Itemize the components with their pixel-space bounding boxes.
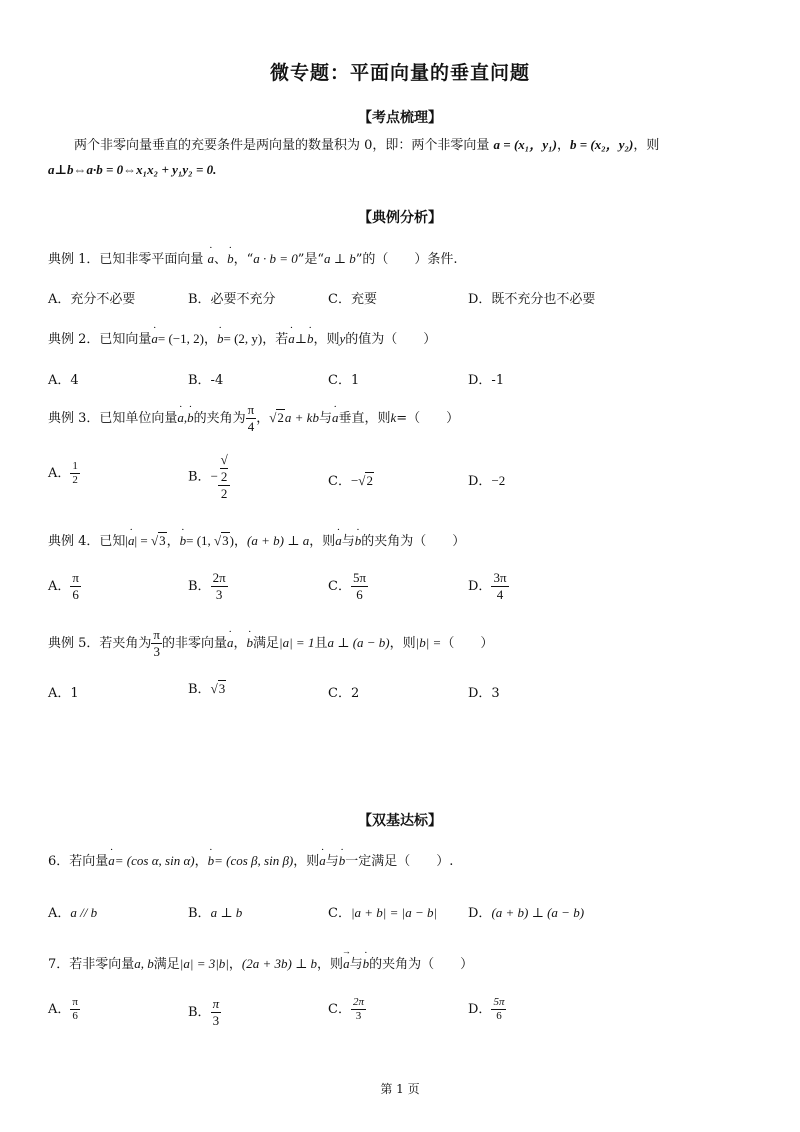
ex1-option-a: A．充分不必要 — [48, 292, 136, 307]
ex2-suffix2: 的值为（ ） — [345, 332, 437, 347]
vector-a: · a — [177, 410, 184, 426]
q7-option-d: D． $\frac{5\pi}{6}$ — [468, 996, 505, 1022]
vector-b: · b — [187, 410, 194, 426]
ex3-option-c: C．−√2 — [328, 473, 373, 489]
ex1-mid1: 、 — [214, 252, 228, 267]
ex2-option-a: A．4 — [48, 373, 79, 388]
ex1-option-c: C．充要 — [328, 292, 377, 307]
page-footer: 第 1 页 — [380, 1082, 420, 1096]
ex4-perp: (a + b) ⊥ a — [247, 533, 310, 548]
q6-suffix2: 一定满足（ ）. — [345, 854, 454, 869]
question-7-stem: 7．若非零向量a, b满足|a| = 3|b|，(2a + 3b) ⊥ b，则→ a与· b的夹角为（ ） — [48, 953, 473, 972]
intro-b-def: b = (x₂，y₂) — [569, 137, 634, 152]
ex5-prefix: 典例 5．若夹角为 — [48, 636, 152, 651]
intro-formula: a⊥b⇔a·b = 0⇔x₁x₂ + y₁y₂ = 0. — [48, 162, 217, 177]
vector-b: · b — [355, 533, 362, 549]
ex4-suffix1: ，则 — [309, 534, 336, 549]
sqrt-2: √2 — [269, 410, 284, 425]
ex2-suffix1: ，则 — [313, 332, 340, 347]
ex2-perp: ⊥ — [294, 331, 307, 346]
vector-b: · b — [180, 533, 187, 549]
ex5-option-c: C．2 — [328, 686, 360, 701]
ex5-suffix1: ，则 — [389, 636, 416, 651]
ex3-suffix1: 垂直，则 — [338, 411, 391, 426]
ex5-cond2: a ⊥ (a − b) — [327, 635, 390, 650]
ex2-b-value: = (2, y) — [223, 331, 263, 346]
intro-text: 两个非零向量垂直的充要条件是两向量的数量积为 0，即：两个非零向量 — [74, 138, 494, 153]
q6-mid: 与 — [325, 854, 339, 869]
q7-mid2: 与 — [349, 957, 363, 972]
ex1-option-d: D．既不充分也不必要 — [468, 292, 596, 307]
ex4-b-value: = (1, — [186, 533, 215, 548]
ex5-option-a: A．1 — [48, 686, 79, 701]
q6-b-value: = (cos β, sin β) — [214, 853, 294, 868]
q6-option-b: B．a ⊥ b — [188, 905, 243, 921]
vector-b: · b — [363, 956, 370, 972]
ex1-mid2: ，“ — [233, 252, 254, 267]
q7-suffix1: ，则 — [317, 957, 344, 972]
ex3-option-a: A． $\frac{1}{2}$ — [48, 460, 78, 486]
ex4-mid: 与 — [341, 534, 355, 549]
vector-a: · a — [319, 853, 326, 869]
intro-paragraph — [48, 133, 756, 183]
ex3-mid1: 的夹角为 — [193, 411, 246, 426]
q7-cond1: |a| = 3|b| — [179, 956, 229, 971]
vector-a-arrow: → a — [343, 956, 350, 972]
ex3-angle-fraction: $\frac{\pi}{4}$ — [247, 402, 255, 434]
vector-a: · a — [208, 251, 215, 267]
q7-vars: a, b — [134, 956, 154, 971]
ex1-suffix: ”的（ ）条件. — [355, 252, 458, 267]
q7-option-c: C． $\frac{2\pi}{3}$ — [328, 996, 364, 1022]
vector-b: · b — [247, 635, 254, 651]
q7-option-a: A． $\frac{\pi}{6}$ — [48, 996, 78, 1022]
q6-a-value: = (cos α, sin α) — [114, 853, 195, 868]
ex5-cond1: |a| = 1 — [279, 635, 315, 650]
ex2-var: y — [339, 331, 346, 346]
ex2-mid: ，若 — [262, 332, 289, 347]
ex5-mid2: 满足 — [253, 636, 280, 651]
ex5-suffix2: （ ） — [441, 636, 494, 651]
ex2-prefix: 典例 2．已知向量 — [48, 332, 152, 347]
ex1-option-b: B．必要不充分 — [188, 292, 276, 307]
ex3-expr: a + kb — [284, 410, 319, 425]
intro-sep: ， — [556, 138, 570, 153]
q7-option-b: B． $\frac{\pi}{3}$ — [188, 996, 220, 1028]
page-title: 微专题：平面向量的垂直问题 — [269, 62, 530, 84]
ex3-mid2: 与 — [318, 411, 332, 426]
ex2-option-d: D．-1 — [468, 373, 505, 388]
ex3-prefix: 典例 3．已知单位向量 — [48, 411, 178, 426]
ex3-suffix2: =（ ） — [396, 411, 460, 426]
ex5-mid1: 的非零向量 — [161, 636, 227, 651]
ex5-option-d: D．3 — [468, 686, 500, 701]
ex4-suffix2: 的夹角为（ ） — [361, 534, 466, 549]
q6-option-c: C．|a + b| = |a − b| — [328, 905, 438, 921]
ex4-option-c: C． $\frac{5\pi}{6}$ — [328, 570, 367, 602]
q7-suffix2: 的夹角为（ ） — [369, 957, 474, 972]
example-2-stem: 典例 2．已知向量· a= (−1, 2)，· b= (2, y)，若· a⊥· b，则y的值为（ ） — [48, 328, 436, 347]
ex5-mid3: 且 — [314, 636, 328, 651]
ex5-angle-fraction: $\frac{\pi}{3}$ — [153, 627, 160, 659]
ex1-mid3: ”是“ — [297, 252, 325, 267]
vector-a: · a — [108, 853, 115, 869]
ex4-option-d: D． $\frac{3\pi}{4}$ — [468, 570, 507, 602]
vector-a: · a — [288, 331, 295, 347]
intro-a-def: a = (x₁，y₁) — [493, 137, 557, 152]
example-5-stem: 典例 5．若夹角为 $\frac{\pi}{3}$ 的非零向量· a，· b满足|a| = 1且a ⊥ (a − b)，则|b| =（ ） — [48, 627, 493, 660]
q6-prefix: 6．若向量 — [48, 854, 109, 869]
ex4-option-b: B． $\frac{2\pi}{3}$ — [188, 570, 226, 602]
ex3-option-b: B．− √ 2 2 — [188, 452, 230, 502]
example-4-stem: 典例 4．已知|· a| = √3，· b= (1, √3)，(a + b) ⊥ a，则· a与· b的夹角为（ ） — [48, 530, 465, 549]
vector-a: · a — [227, 635, 234, 651]
ex3-option-d: D．−2 — [468, 473, 506, 489]
vector-b: · b — [227, 251, 234, 267]
vector-a: · a — [332, 410, 339, 426]
section-heading-kaodian: 【考点梳理】 — [358, 110, 442, 126]
vector-a: · a — [128, 533, 135, 549]
vector-b: · b — [217, 331, 224, 347]
question-6-stem: 6．若向量· a= (cos α, sin α)，· b= (cos β, sin β)，则· a与· b一定满足（ ）. — [48, 850, 453, 869]
example-1-stem — [48, 248, 458, 267]
vector-a: · a — [335, 533, 342, 549]
ex2-a-value: = (−1, 2) — [157, 331, 204, 346]
ex2-option-b: B．-4 — [188, 373, 224, 388]
q6-suffix1: ，则 — [293, 854, 320, 869]
intro-text2: ，则 — [633, 138, 660, 153]
section-heading-dianli: 【典例分析】 — [358, 210, 442, 226]
ex4-prefix: 典例 4．已知 — [48, 534, 126, 549]
vector-b: · b — [208, 853, 215, 869]
q6-option-d: D．(a + b) ⊥ (a − b) — [468, 905, 585, 921]
ex5-option-b: B．√3 — [188, 681, 226, 697]
ex5-norm-b: |b| = — [415, 635, 442, 650]
section-heading-shuangji: 【双基达标】 — [358, 813, 442, 829]
q6-option-a: A．a // b — [48, 905, 98, 921]
ex1-cond-dot-zero: a · b = 0 — [253, 251, 298, 266]
q7-cond2: (2a + 3b) ⊥ b — [241, 956, 318, 971]
ex3-var: k — [390, 410, 397, 425]
vector-a: · a — [151, 331, 158, 347]
ex1-prefix: 典例 1．已知非零平面向量 — [48, 252, 204, 267]
q7-prefix: 7．若非零向量 — [48, 957, 135, 972]
q7-mid1: 满足 — [153, 957, 180, 972]
ex2-option-c: C．1 — [328, 373, 360, 388]
vector-b: · b — [339, 853, 346, 869]
ex4-option-a: A． $\frac{\pi}{6}$ — [48, 570, 79, 602]
vector-b: · b — [307, 331, 314, 347]
example-3-stem: 典例 3．已知单位向量· a,· b的夹角为 $\frac{\pi}{4}$ ，√2a + kb与· a垂直，则k=（ ） — [48, 402, 459, 435]
ex1-cond-perp: a ⊥ b — [324, 251, 356, 266]
